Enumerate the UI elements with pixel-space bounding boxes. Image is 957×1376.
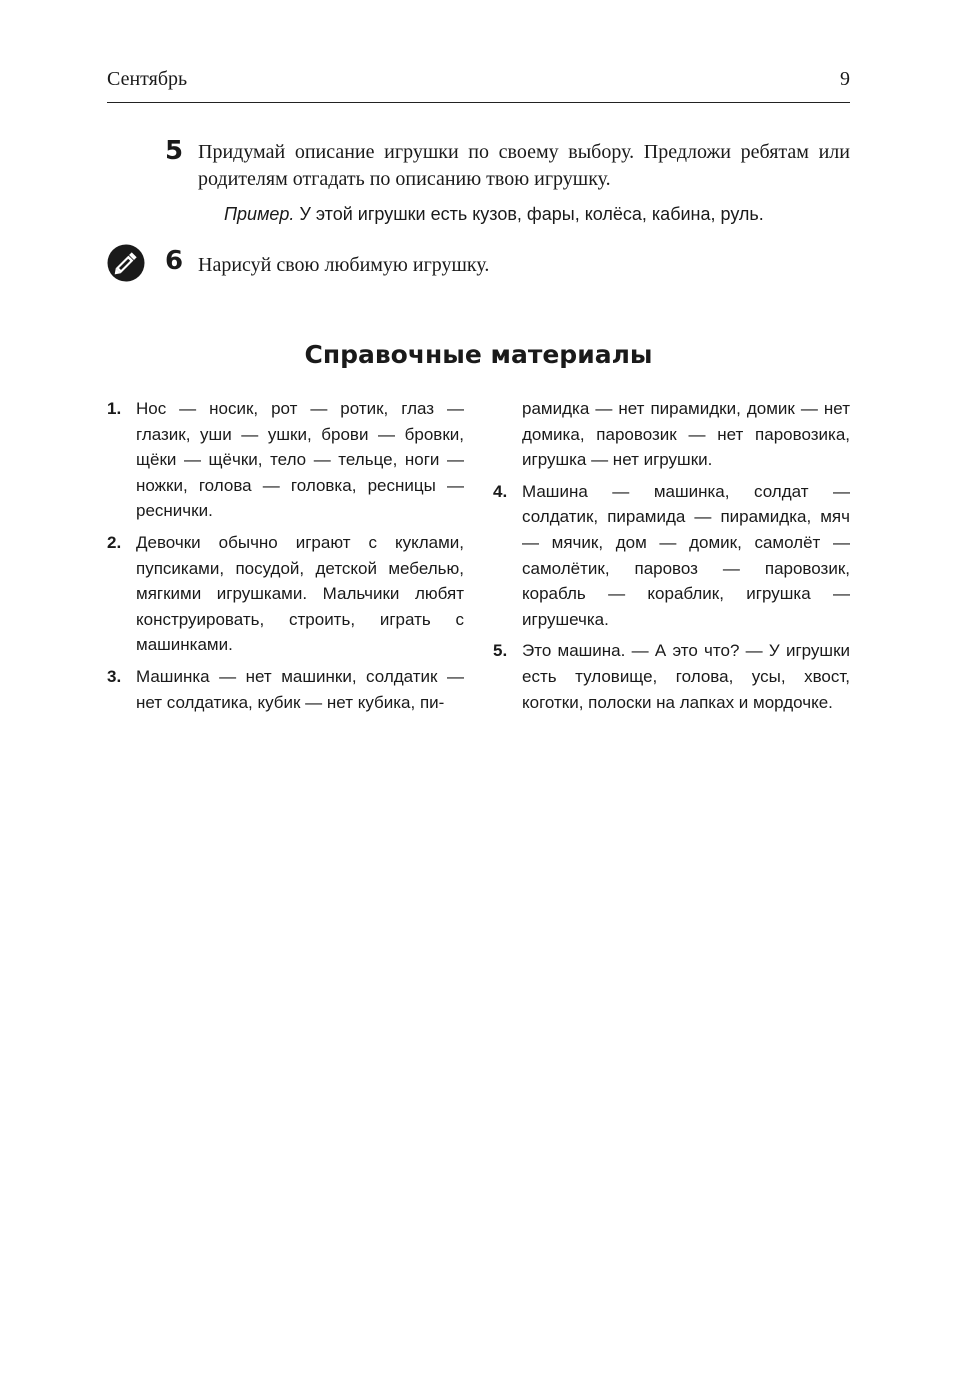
item-text-continuation: рамидка — нет пирамидки, домик — нет домика, паровозик — нет паровозика, игрушка — нет игрушки.: [522, 399, 850, 470]
task-number: 5: [165, 136, 184, 166]
item-text: Это машина. — А это что? — У игрушки есть туловище, голова, усы, хвост, коготки, полоски на лапках и мордочке.: [522, 641, 850, 712]
item-text: Машина — машинка, солдат — солдатик, пирамида — пирамидка, мяч — мячик, дом — домик, самолёт — самолётик, паровоз — паровозик, корабль — кораблик, игрушка — игрушечка.: [522, 481, 850, 629]
reference-item: [107, 396, 464, 524]
reference-item: [493, 479, 850, 633]
task-number: 6: [165, 246, 184, 276]
reference-column-left: [107, 396, 464, 721]
pencil-icon: [107, 244, 145, 282]
item-text: Машинка — нет машинки, солдатик — нет солдатика, кубик — нет кубика, пи-: [136, 666, 464, 712]
task-text: Нарисуй свою любимую игрушку.: [198, 254, 490, 276]
reference-item: [107, 530, 464, 658]
item-number: 5.: [493, 641, 508, 661]
item-number: 3.: [107, 666, 122, 686]
item-number: 1.: [107, 399, 122, 418]
reference-column-right: [493, 396, 850, 721]
item-number: 4.: [493, 481, 508, 501]
page-header: [107, 66, 850, 103]
task-text: Придумай описание игрушки по своему выбору. Предложи ребятам или родителям отгадать по описанию твою игрушку.: [198, 141, 850, 190]
example-text: У этой игрушки есть кузов, фары, колёса, кабина, руль.: [299, 204, 764, 224]
section-title: Сентябрь: [107, 68, 188, 90]
reference-item: [493, 638, 850, 715]
item-number: 2.: [107, 532, 122, 552]
item-text: Нос — носик, рот — ротик, глаз — глазик, уши — ушки, брови — бровки, щёки — щёчки, тело — тельце, ноги — ножки, голова — головка, ресницы — реснички.: [136, 399, 464, 521]
task-example: [224, 202, 850, 226]
reference-title: Справочные материалы: [304, 340, 653, 369]
page-number: 9: [840, 68, 850, 90]
item-text: Девочки обычно играют с куклами, пупсиками, посудой, детской мебелью, мягкими игрушками. Мальчики любят конструировать, строить, играть с машинками.: [136, 532, 464, 655]
reference-item: [107, 664, 464, 715]
example-label: Пример.: [224, 204, 295, 224]
